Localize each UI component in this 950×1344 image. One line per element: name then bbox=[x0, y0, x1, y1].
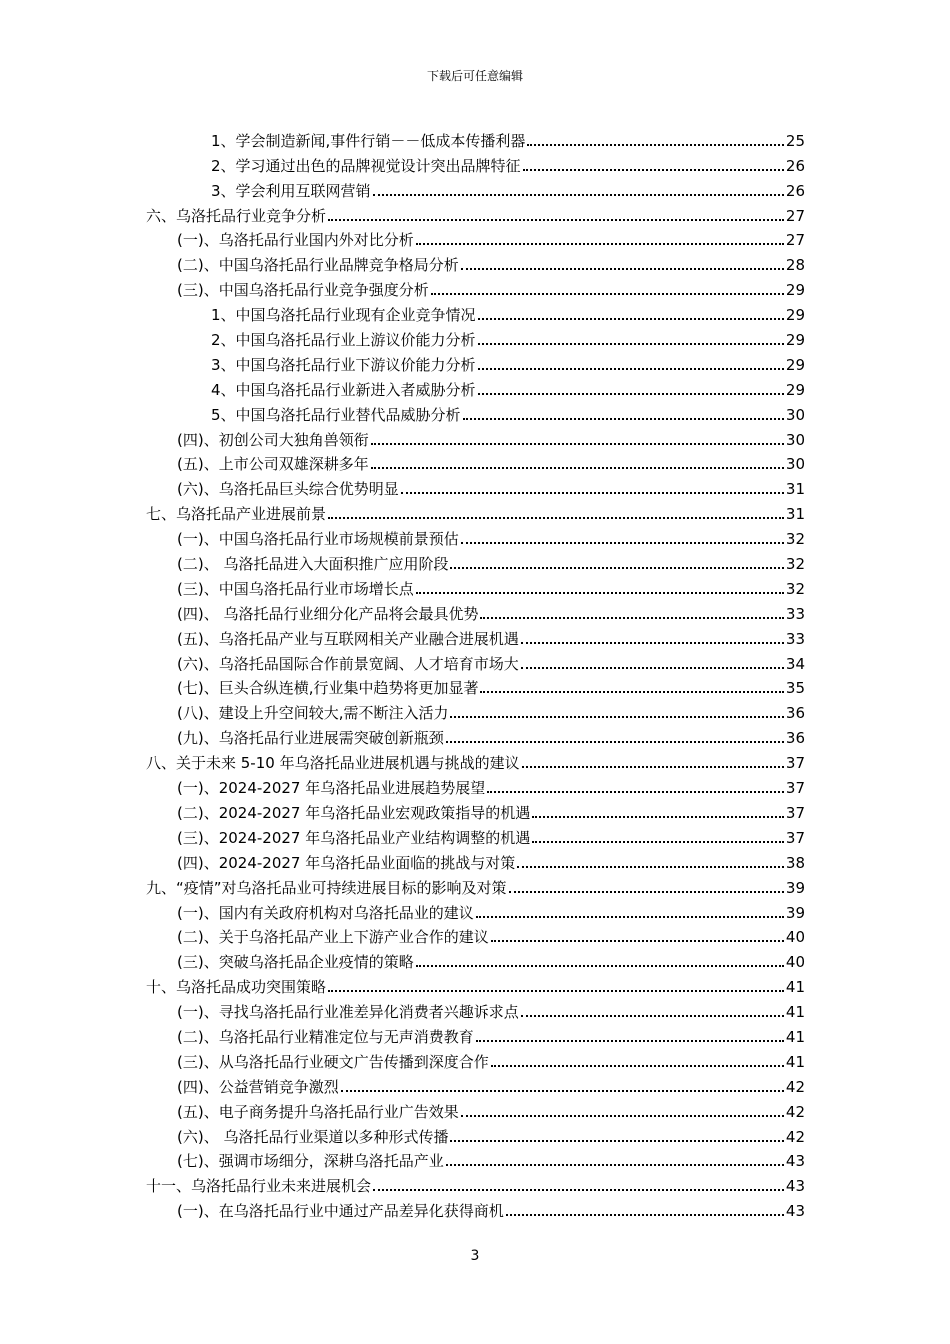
toc-entry-title: (三)、中国乌洛托品行业竞争强度分析 bbox=[177, 281, 429, 300]
toc-entry[interactable] bbox=[177, 274, 805, 299]
toc-entry-page: 42 bbox=[785, 1127, 805, 1146]
toc-entry-title: 4、中国乌洛托品行业新进入者威胁分析 bbox=[211, 380, 476, 399]
toc-entry-title: (七)、强调市场细分，深耕乌洛托品产业 bbox=[177, 1152, 444, 1171]
toc-entry-page: 27 bbox=[785, 231, 805, 250]
toc-entry-title: 六、乌洛托品行业竞争分析 bbox=[146, 206, 327, 225]
toc-entry[interactable] bbox=[211, 299, 805, 324]
toc-entry-title: 2、学习通过出色的品牌视觉设计突出品牌特征 bbox=[211, 156, 521, 175]
toc-entry-title: (三)、中国乌洛托品行业市场增长点 bbox=[177, 579, 414, 598]
toc-dot-leader bbox=[328, 219, 784, 221]
toc-entry[interactable] bbox=[177, 573, 805, 598]
toc-entry-page: 37 bbox=[785, 803, 805, 822]
toc-dot-leader bbox=[371, 467, 784, 469]
toc-entry-page: 35 bbox=[785, 679, 805, 698]
toc-entry-title: 1、中国乌洛托品行业现有企业竞争情况 bbox=[211, 306, 476, 325]
toc-dot-leader bbox=[431, 293, 784, 295]
toc-entry-page: 42 bbox=[785, 1077, 805, 1096]
toc-entry[interactable] bbox=[177, 1195, 805, 1220]
toc-entry-title: 十一、乌洛托品行业未来进展机会 bbox=[146, 1177, 372, 1196]
toc-dot-leader bbox=[527, 144, 784, 146]
toc-entry[interactable] bbox=[177, 897, 805, 922]
toc-entry[interactable] bbox=[177, 648, 805, 673]
toc-entry-title: (一)、2024-2027 年乌洛托品业进展趋势展望 bbox=[177, 779, 486, 798]
toc-dot-leader bbox=[416, 965, 784, 967]
toc-entry[interactable] bbox=[146, 1170, 805, 1195]
toc-entry-title: (三)、突破乌洛托品企业疫情的策略 bbox=[177, 953, 414, 972]
toc-dot-leader bbox=[416, 243, 784, 245]
toc-entry[interactable] bbox=[177, 598, 805, 623]
toc-entry[interactable] bbox=[177, 722, 805, 747]
toc-entry-page: 41 bbox=[785, 1027, 805, 1046]
toc-entry[interactable] bbox=[177, 673, 805, 698]
toc-entry[interactable] bbox=[146, 872, 805, 897]
toc-dot-leader bbox=[450, 1140, 783, 1142]
toc-dot-leader bbox=[373, 194, 784, 196]
toc-entry[interactable] bbox=[177, 697, 805, 722]
toc-dot-leader bbox=[522, 766, 784, 768]
toc-dot-leader bbox=[446, 1164, 784, 1166]
toc-entry-title: (一)、中国乌洛托品行业市场规模前景预估 bbox=[177, 530, 459, 549]
toc-entry[interactable] bbox=[146, 498, 805, 523]
toc-entry-title: (二)、 乌洛托品进入大面积推广应用阶段 bbox=[177, 555, 449, 574]
toc-entry[interactable] bbox=[177, 772, 805, 797]
toc-entry-page: 42 bbox=[785, 1102, 805, 1121]
toc-entry-title: 5、中国乌洛托品行业替代品威胁分析 bbox=[211, 405, 461, 424]
toc-entry[interactable] bbox=[211, 150, 805, 175]
toc-entry-page: 30 bbox=[785, 430, 805, 449]
toc-entry-page: 38 bbox=[785, 853, 805, 872]
toc-entry-page: 41 bbox=[785, 978, 805, 997]
toc-entry-page: 31 bbox=[785, 480, 805, 499]
toc-dot-leader bbox=[461, 268, 784, 270]
toc-dot-leader bbox=[509, 891, 784, 893]
toc-entry-page: 30 bbox=[785, 405, 805, 424]
toc-entry-page: 43 bbox=[785, 1202, 805, 1221]
toc-entry[interactable] bbox=[177, 847, 805, 872]
toc-entry-title: (五)、乌洛托品产业与互联网相关产业融合进展机遇 bbox=[177, 629, 519, 648]
toc-entry-title: (九)、乌洛托品行业进展需突破创新瓶颈 bbox=[177, 729, 444, 748]
toc-dot-leader bbox=[521, 667, 784, 669]
toc-entry-title: 3、中国乌洛托品行业下游议价能力分析 bbox=[211, 355, 476, 374]
toc-entry[interactable] bbox=[177, 946, 805, 971]
toc-entry[interactable] bbox=[177, 225, 805, 250]
toc-dot-leader bbox=[461, 542, 784, 544]
toc-entry-title: 九、“疫情”对乌洛托品业可持续进展目标的影响及对策 bbox=[146, 878, 507, 897]
toc-dot-leader bbox=[517, 866, 784, 868]
toc-entry-title: (一)、乌洛托品行业国内外对比分析 bbox=[177, 231, 414, 250]
toc-entry-title: (六)、乌洛托品巨头综合优势明显 bbox=[177, 480, 399, 499]
toc-entry-title: (七)、巨头合纵连横,行业集中趋势将更加显著 bbox=[177, 679, 479, 698]
toc-entry-title: (三)、2024-2027 年乌洛托品业产业结构调整的机遇 bbox=[177, 828, 531, 847]
toc-entry-title: (四)、2024-2027 年乌洛托品业面临的挑战与对策 bbox=[177, 853, 516, 872]
toc-entry-title: 3、学会利用互联网营销 bbox=[211, 181, 371, 200]
toc-entry-page: 29 bbox=[785, 355, 805, 374]
toc-entry[interactable] bbox=[177, 449, 805, 474]
toc-dot-leader bbox=[328, 517, 784, 519]
toc-dot-leader bbox=[491, 940, 784, 942]
toc-dot-leader bbox=[476, 916, 784, 918]
toc-entry-page: 37 bbox=[785, 828, 805, 847]
toc-dot-leader bbox=[521, 1015, 784, 1017]
toc-entry-page: 40 bbox=[785, 953, 805, 972]
toc-dot-leader bbox=[480, 691, 783, 693]
toc-entry-page: 36 bbox=[785, 704, 805, 723]
toc-entry[interactable] bbox=[177, 996, 805, 1021]
toc-entry-title: (四)、 乌洛托品行业细分化产品将会最具优势 bbox=[177, 604, 479, 623]
toc-dot-leader bbox=[478, 368, 784, 370]
toc-entry[interactable] bbox=[211, 349, 805, 374]
toc-entry[interactable] bbox=[177, 1046, 805, 1071]
toc-entry[interactable] bbox=[177, 249, 805, 274]
toc-entry[interactable] bbox=[211, 125, 805, 150]
toc-entry-title: (五)、电子商务提升乌洛托品行业广告效果 bbox=[177, 1102, 459, 1121]
toc-entry[interactable] bbox=[177, 424, 805, 449]
toc-entry-page: 41 bbox=[785, 1003, 805, 1022]
toc-entry-page: 39 bbox=[785, 878, 805, 897]
toc-dot-leader bbox=[521, 642, 784, 644]
toc-entry-page: 27 bbox=[785, 206, 805, 225]
toc-entry-page: 26 bbox=[785, 156, 805, 175]
toc-entry[interactable] bbox=[177, 822, 805, 847]
toc-entry-page: 28 bbox=[785, 256, 805, 275]
toc-entry-page: 43 bbox=[785, 1177, 805, 1196]
toc-entry[interactable] bbox=[177, 1121, 805, 1146]
toc-entry-title: (六)、乌洛托品国际合作前景宽阔、人才培育市场大 bbox=[177, 654, 519, 673]
toc-entry-title: (六)、 乌洛托品行业渠道以多种形式传播 bbox=[177, 1127, 449, 1146]
toc-dot-leader bbox=[450, 567, 783, 569]
toc-entry[interactable] bbox=[177, 473, 805, 498]
toc-entry-title: (五)、上市公司双雄深耕多年 bbox=[177, 455, 369, 474]
toc-entry-page: 32 bbox=[785, 555, 805, 574]
toc-entry-title: (二)、乌洛托品行业精准定位与无声消费教育 bbox=[177, 1027, 474, 1046]
toc-entry[interactable] bbox=[177, 1021, 805, 1046]
toc-dot-leader bbox=[373, 1189, 784, 1191]
table-of-contents bbox=[0, 125, 950, 1220]
toc-entry-page: 26 bbox=[785, 181, 805, 200]
toc-entry-title: (八)、建设上升空间较大,需不断注入活力 bbox=[177, 704, 449, 723]
toc-entry-page: 37 bbox=[785, 779, 805, 798]
toc-entry-page: 25 bbox=[785, 131, 805, 150]
toc-entry[interactable] bbox=[177, 922, 805, 947]
toc-entry-title: 八、关于未来 5-10 年乌洛托品业进展机遇与挑战的建议 bbox=[146, 754, 520, 773]
toc-entry[interactable] bbox=[211, 399, 805, 424]
toc-dot-leader bbox=[478, 393, 784, 395]
toc-dot-leader bbox=[523, 169, 784, 171]
toc-dot-leader bbox=[450, 716, 783, 718]
toc-entry[interactable] bbox=[211, 324, 805, 349]
toc-dot-leader bbox=[371, 443, 784, 445]
toc-dot-leader bbox=[461, 1115, 784, 1117]
toc-entry-page: 41 bbox=[785, 1052, 805, 1071]
toc-entry-title: (二)、2024-2027 年乌洛托品业宏观政策指导的机遇 bbox=[177, 803, 531, 822]
toc-entry-title: 2、中国乌洛托品行业上游议价能力分析 bbox=[211, 331, 476, 350]
toc-entry-title: (四)、公益营销竞争激烈 bbox=[177, 1077, 339, 1096]
toc-entry-page: 33 bbox=[785, 629, 805, 648]
page-number: 3 bbox=[470, 1248, 480, 1264]
toc-entry[interactable] bbox=[177, 623, 805, 648]
toc-dot-leader bbox=[341, 1090, 784, 1092]
toc-dot-leader bbox=[532, 816, 784, 818]
toc-entry-title: 十、乌洛托品成功突围策略 bbox=[146, 978, 327, 997]
toc-entry-title: 1、学会制造新闻,事件行销－－低成本传播利器 bbox=[211, 131, 526, 150]
toc-dot-leader bbox=[416, 592, 784, 594]
toc-entry-page: 39 bbox=[785, 903, 805, 922]
toc-entry[interactable] bbox=[177, 797, 805, 822]
toc-dot-leader bbox=[328, 990, 784, 992]
toc-entry-title: (二)、关于乌洛托品产业上下游产业合作的建议 bbox=[177, 928, 489, 947]
toc-entry[interactable] bbox=[177, 523, 805, 548]
toc-entry[interactable] bbox=[177, 548, 805, 573]
toc-entry-page: 29 bbox=[785, 306, 805, 325]
toc-entry-title: 七、乌洛托品产业进展前景 bbox=[146, 505, 327, 524]
toc-entry[interactable] bbox=[146, 971, 805, 996]
toc-dot-leader bbox=[478, 343, 784, 345]
toc-dot-leader bbox=[491, 1065, 784, 1067]
toc-dot-leader bbox=[446, 741, 784, 743]
toc-entry-title: (四)、初创公司大独角兽领衔 bbox=[177, 430, 369, 449]
toc-dot-leader bbox=[401, 492, 784, 494]
toc-entry-page: 33 bbox=[785, 604, 805, 623]
toc-dot-leader bbox=[532, 841, 784, 843]
toc-entry-title: (二)、中国乌洛托品行业品牌竞争格局分析 bbox=[177, 256, 459, 275]
toc-entry-title: (一)、国内有关政府机构对乌洛托品业的建议 bbox=[177, 903, 474, 922]
toc-entry-page: 29 bbox=[785, 281, 805, 300]
toc-entry-title: (一)、在乌洛托品行业中通过产品差异化获得商机 bbox=[177, 1202, 504, 1221]
toc-dot-leader bbox=[487, 791, 784, 793]
toc-entry-page: 32 bbox=[785, 530, 805, 549]
toc-entry[interactable] bbox=[146, 200, 805, 225]
toc-entry-page: 31 bbox=[785, 505, 805, 524]
toc-entry-page: 40 bbox=[785, 928, 805, 947]
toc-entry-title: (三)、从乌洛托品行业硬文广告传播到深度合作 bbox=[177, 1052, 489, 1071]
toc-entry[interactable] bbox=[177, 1096, 805, 1121]
toc-entry-page: 43 bbox=[785, 1152, 805, 1171]
toc-dot-leader bbox=[476, 1040, 784, 1042]
toc-dot-leader bbox=[463, 418, 784, 420]
toc-entry[interactable] bbox=[177, 1146, 805, 1171]
page-header: 下载后可任意编辑 bbox=[426, 69, 523, 83]
toc-entry-page: 30 bbox=[785, 455, 805, 474]
toc-entry-page: 29 bbox=[785, 380, 805, 399]
toc-entry[interactable] bbox=[211, 374, 805, 399]
toc-entry-page: 34 bbox=[785, 654, 805, 673]
toc-entry[interactable] bbox=[146, 747, 805, 772]
toc-entry-page: 32 bbox=[785, 579, 805, 598]
toc-entry[interactable] bbox=[211, 175, 805, 200]
toc-dot-leader bbox=[506, 1214, 784, 1216]
toc-entry-title: (一)、寻找乌洛托品行业准差异化消费者兴趣诉求点 bbox=[177, 1003, 519, 1022]
toc-dot-leader bbox=[480, 617, 783, 619]
toc-dot-leader bbox=[478, 318, 784, 320]
toc-entry-page: 37 bbox=[785, 754, 805, 773]
toc-entry-page: 29 bbox=[785, 331, 805, 350]
toc-entry-page: 36 bbox=[785, 729, 805, 748]
toc-entry[interactable] bbox=[177, 1071, 805, 1096]
